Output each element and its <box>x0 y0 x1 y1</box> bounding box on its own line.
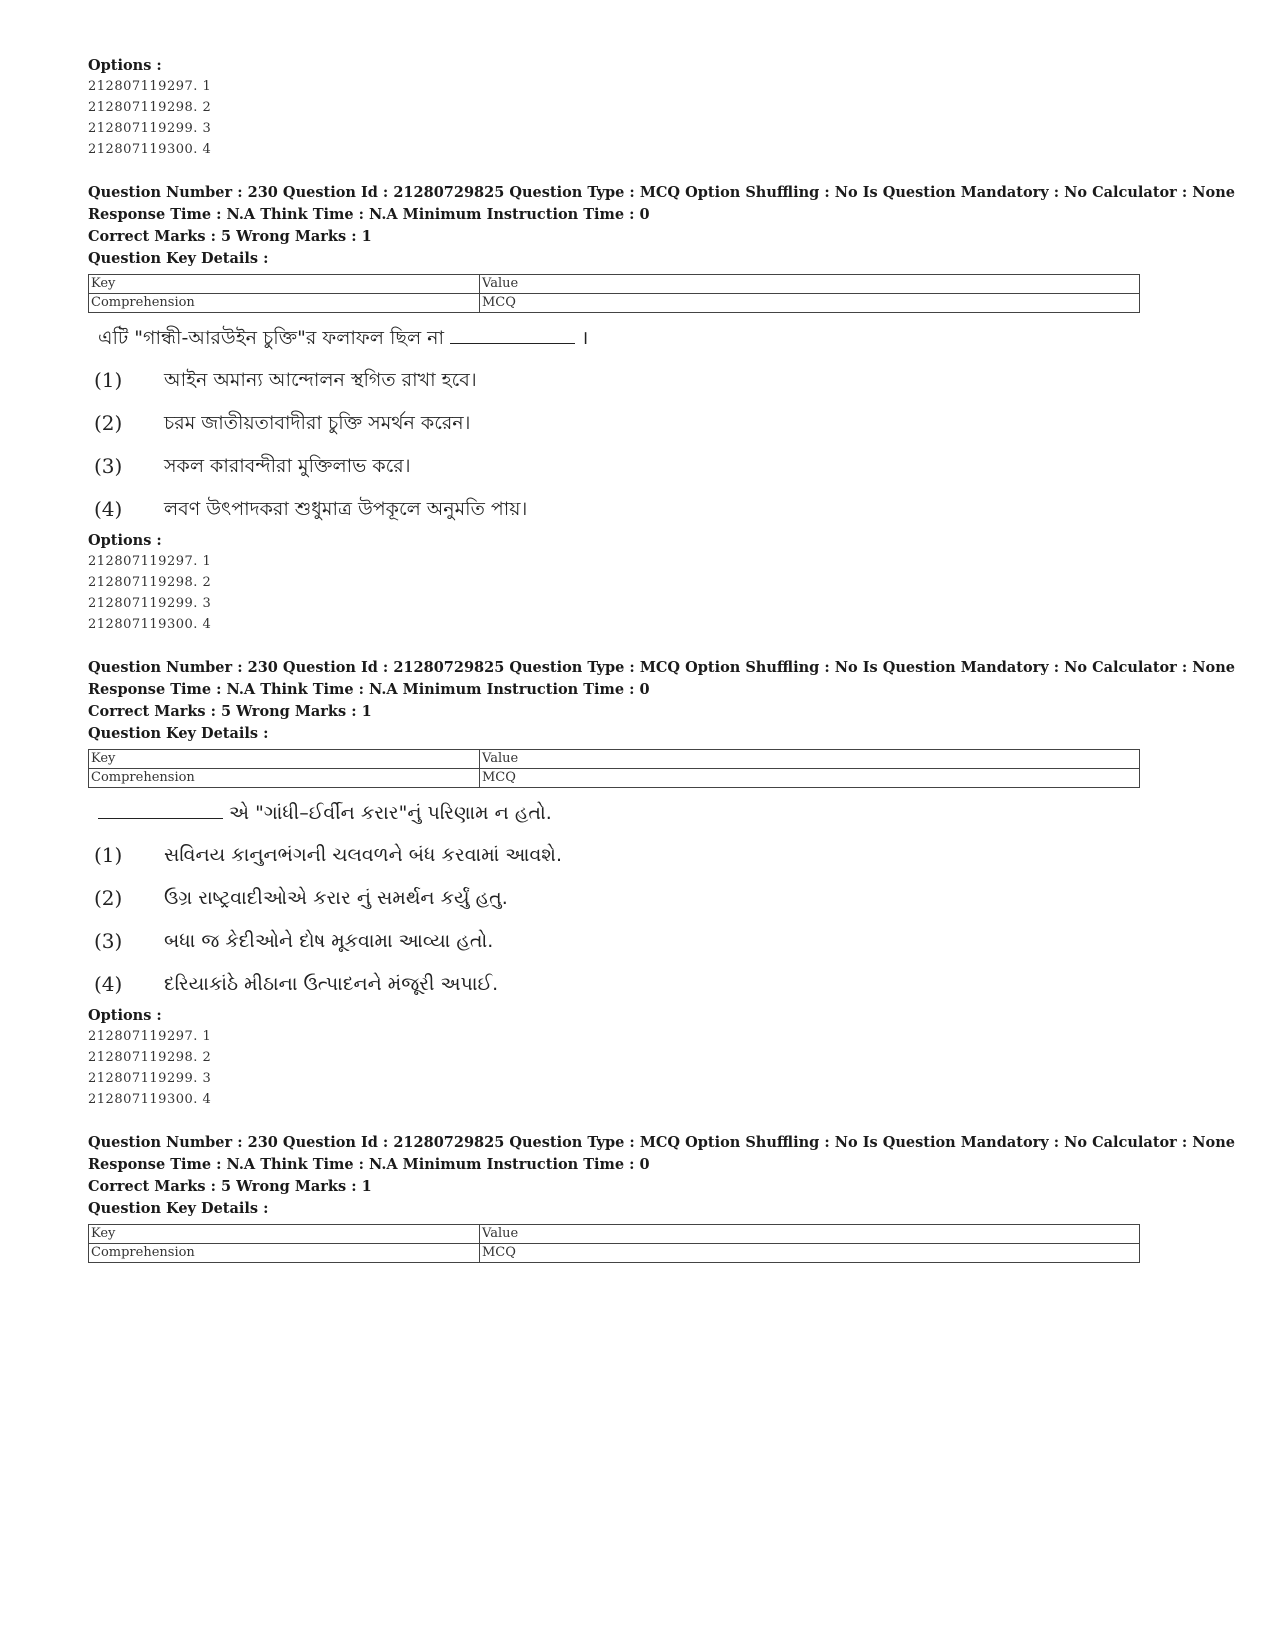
response-time: Response Time : N.A Think Time : N.A Minimum Instruction Time : 0 <box>88 1156 650 1173</box>
options-section <box>88 1006 1188 1110</box>
choice-number: (3) <box>94 929 123 953</box>
table-cell-key: Comprehension <box>89 294 480 313</box>
choice-text: ઉગ્ર રાષ્ટ્રવાદીઓએ કરાર નું સમર્થન કર્યું હતુ. <box>164 887 508 909</box>
option-id: 212807119299. 3 <box>88 1071 212 1086</box>
answer-blank <box>98 800 223 819</box>
option-id: 212807119298. 2 <box>88 1050 212 1065</box>
question-stem <box>98 323 1188 353</box>
choice-number: (4) <box>94 497 123 521</box>
choice-item <box>88 963 1188 1006</box>
options-section <box>88 56 1188 160</box>
choice-text: દરિયાકાંઠે મીઠાના ઉત્પાદનને મંજૂરી અપાઈ. <box>164 973 499 995</box>
options-section <box>88 531 1188 635</box>
marks: Correct Marks : 5 Wrong Marks : 1 <box>88 703 372 720</box>
option-id: 212807119300. 4 <box>88 142 212 157</box>
table-header-value: Value <box>480 275 1140 294</box>
table-header-value: Value <box>480 1225 1140 1244</box>
marks: Correct Marks : 5 Wrong Marks : 1 <box>88 1178 372 1195</box>
answer-blank <box>450 325 575 344</box>
table-cell-value: MCQ <box>480 769 1140 788</box>
choice-text: সকল কারাবন্দীরা মুক্তিলাভ করে। <box>164 455 411 477</box>
option-id: 212807119297. 1 <box>88 554 212 569</box>
question-meta: Question Number : 230 Question Id : 21280729825 Question Type : MCQ Option Shuffling : No Is Question Mandatory : No Calculator : None <box>88 1134 1235 1151</box>
choice-item <box>88 445 1188 488</box>
question-stem <box>98 798 1188 828</box>
table-cell-value: MCQ <box>480 294 1140 313</box>
choice-number: (1) <box>94 843 123 867</box>
choice-item <box>88 402 1188 445</box>
table-header-key: Key <box>89 275 480 294</box>
choice-item <box>88 877 1188 920</box>
document-page <box>88 56 1235 1273</box>
question-block <box>88 657 1235 1110</box>
marks: Correct Marks : 5 Wrong Marks : 1 <box>88 228 372 245</box>
option-id: 212807119297. 1 <box>88 79 212 94</box>
option-id: 212807119298. 2 <box>88 100 212 115</box>
choice-number: (2) <box>94 886 123 910</box>
response-time: Response Time : N.A Think Time : N.A Minimum Instruction Time : 0 <box>88 206 650 223</box>
options-heading: Options : <box>88 57 162 74</box>
stem-text: এটি "গান্ধী-আরউইন চুক্তি"র ফলাফল ছিল না <box>98 327 445 349</box>
question-block <box>88 182 1235 635</box>
option-id: 212807119300. 4 <box>88 617 212 632</box>
key-details-label: Question Key Details : <box>88 725 269 742</box>
key-details-table <box>88 749 1140 788</box>
option-id: 212807119300. 4 <box>88 1092 212 1107</box>
table-header-value: Value <box>480 750 1140 769</box>
options-heading: Options : <box>88 1007 162 1024</box>
choice-item <box>88 920 1188 963</box>
key-details-label: Question Key Details : <box>88 250 269 267</box>
table-cell-key: Comprehension <box>89 769 480 788</box>
option-id: 212807119298. 2 <box>88 575 212 590</box>
question-block <box>88 1132 1235 1263</box>
choice-number: (4) <box>94 972 123 996</box>
choice-number: (2) <box>94 411 123 435</box>
table-cell-key: Comprehension <box>89 1244 480 1263</box>
stem-text: એ "ગાંધી–ઈર્વીન કરાર"નું પરિણામ ન હતો. <box>229 802 552 824</box>
stem-end: । <box>581 327 589 349</box>
choice-text: બધા જ કેદીઓને દોષ મૂકવામા આવ્યા હતો. <box>164 930 494 952</box>
response-time: Response Time : N.A Think Time : N.A Minimum Instruction Time : 0 <box>88 681 650 698</box>
choice-number: (1) <box>94 368 123 392</box>
key-details-table <box>88 1224 1140 1263</box>
key-details-label: Question Key Details : <box>88 1200 269 1217</box>
question-meta: Question Number : 230 Question Id : 21280729825 Question Type : MCQ Option Shuffling : No Is Question Mandatory : No Calculator : None <box>88 184 1235 201</box>
choice-text: চরম জাতীয়তাবাদীরা চুক্তি সমর্থন করেন। <box>164 412 471 434</box>
table-header-key: Key <box>89 750 480 769</box>
choice-item <box>88 488 1188 531</box>
key-details-table <box>88 274 1140 313</box>
option-id: 212807119297. 1 <box>88 1029 212 1044</box>
choice-text: સવિનય કાનુનભંગની ચલવળને બંધ કરવામાં આવશે. <box>164 844 562 866</box>
choice-item <box>88 834 1188 877</box>
options-heading: Options : <box>88 532 162 549</box>
choice-item <box>88 359 1188 402</box>
choice-text: আইন অমান্য আন্দোলন স্থগিত রাখা হবে। <box>164 369 477 391</box>
table-header-key: Key <box>89 1225 480 1244</box>
question-meta: Question Number : 230 Question Id : 21280729825 Question Type : MCQ Option Shuffling : No Is Question Mandatory : No Calculator : None <box>88 659 1235 676</box>
choice-text: লবণ উৎপাদকরা শুধুমাত্র উপকূলে অনুমতি পায়। <box>164 498 528 520</box>
option-id: 212807119299. 3 <box>88 121 212 136</box>
choice-number: (3) <box>94 454 123 478</box>
table-cell-value: MCQ <box>480 1244 1140 1263</box>
option-id: 212807119299. 3 <box>88 596 212 611</box>
